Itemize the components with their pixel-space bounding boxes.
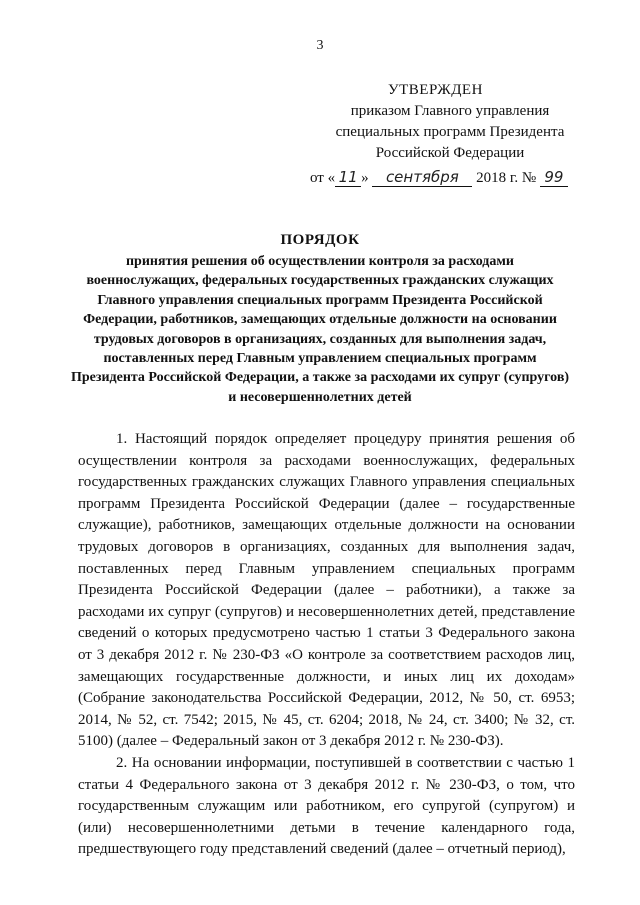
handwritten-day: 11 (335, 168, 361, 187)
paragraph-1: 1. Настоящий порядок определяет процедуру принятия решения об осуществлении контроля за расходами военнослужащих, федеральных государственных гражданских служащих Главного управления специальных программ Президента Российской Федерации (далее – государственные служащие), работников, замещающих отдельные должности на основании трудовых договоров в организациях, созданных для выполнения задач, поставленных перед Главным управлением специальных программ Президента Российской Федерации (далее – работники), а также за расходами их супруг (супругов) и несовершеннолетних детей, представление сведений о которых предусмотрено частью 1 статьи 3 Федерального закона от 3 декабря 2012 г. № 230-ФЗ «О контроле за соответствием расходов лиц, замещающих государственные должности, и иных лиц их доходам» (Собрание законодательства Российской Федерации, 2012, № 50, ст. 6953; 2014, № 52, ст. 7542; 2015, № 45, ст. 6204; 2018, № 24, ст. 3400; № 32, ст. 5100) (далее – Федеральный закон от 3 декабря 2012 г. № 230-ФЗ). (78, 431, 575, 750)
approval-line-1: приказом Главного управления (350, 103, 550, 119)
handwritten-month: сентября (372, 168, 472, 187)
document-title: ПОРЯДОК (280, 232, 360, 248)
paragraph-2: 2. На основании информации, поступившей в соответствии с частью 1 статьи 4 Федерального закона от 3 декабря 2012 г. № 230-ФЗ, о том, что государственным служащим или работником, его супругой (супругом) и (или) несовершеннолетними детьми в течение календарного года, предшествующего году представлений сведений (далее – отчетный период), (78, 754, 575, 858)
handwritten-order-number: 99 (540, 168, 568, 187)
approval-line-3: Российской Федерации (375, 145, 525, 161)
approval-title: УТВЕРЖДЕН (388, 82, 483, 98)
document-subtitle: принятия решения об осуществлении контроля за расходами военнослужащих, федеральных государственных гражданских служащих Главного управления специальных программ Президента Российской Федерации, работников, замещающих отдельные должности на основании трудовых договоров в организациях, созданных для выполнения задач, поставленных перед Главным управлением специальных программ Президента Российской Федерации, а также за расходами их супруг (супругов) и несовершеннолетних детей (70, 254, 570, 405)
date-year: 2018 г. № (476, 170, 537, 186)
date-mid: » (361, 170, 369, 186)
page-number: 3 (316, 38, 324, 53)
approval-block (300, 80, 600, 189)
document-body (78, 429, 575, 861)
approval-line-2: специальных программ Президента (335, 124, 565, 140)
approval-date-line (300, 168, 600, 189)
date-prefix: от « (310, 170, 336, 186)
